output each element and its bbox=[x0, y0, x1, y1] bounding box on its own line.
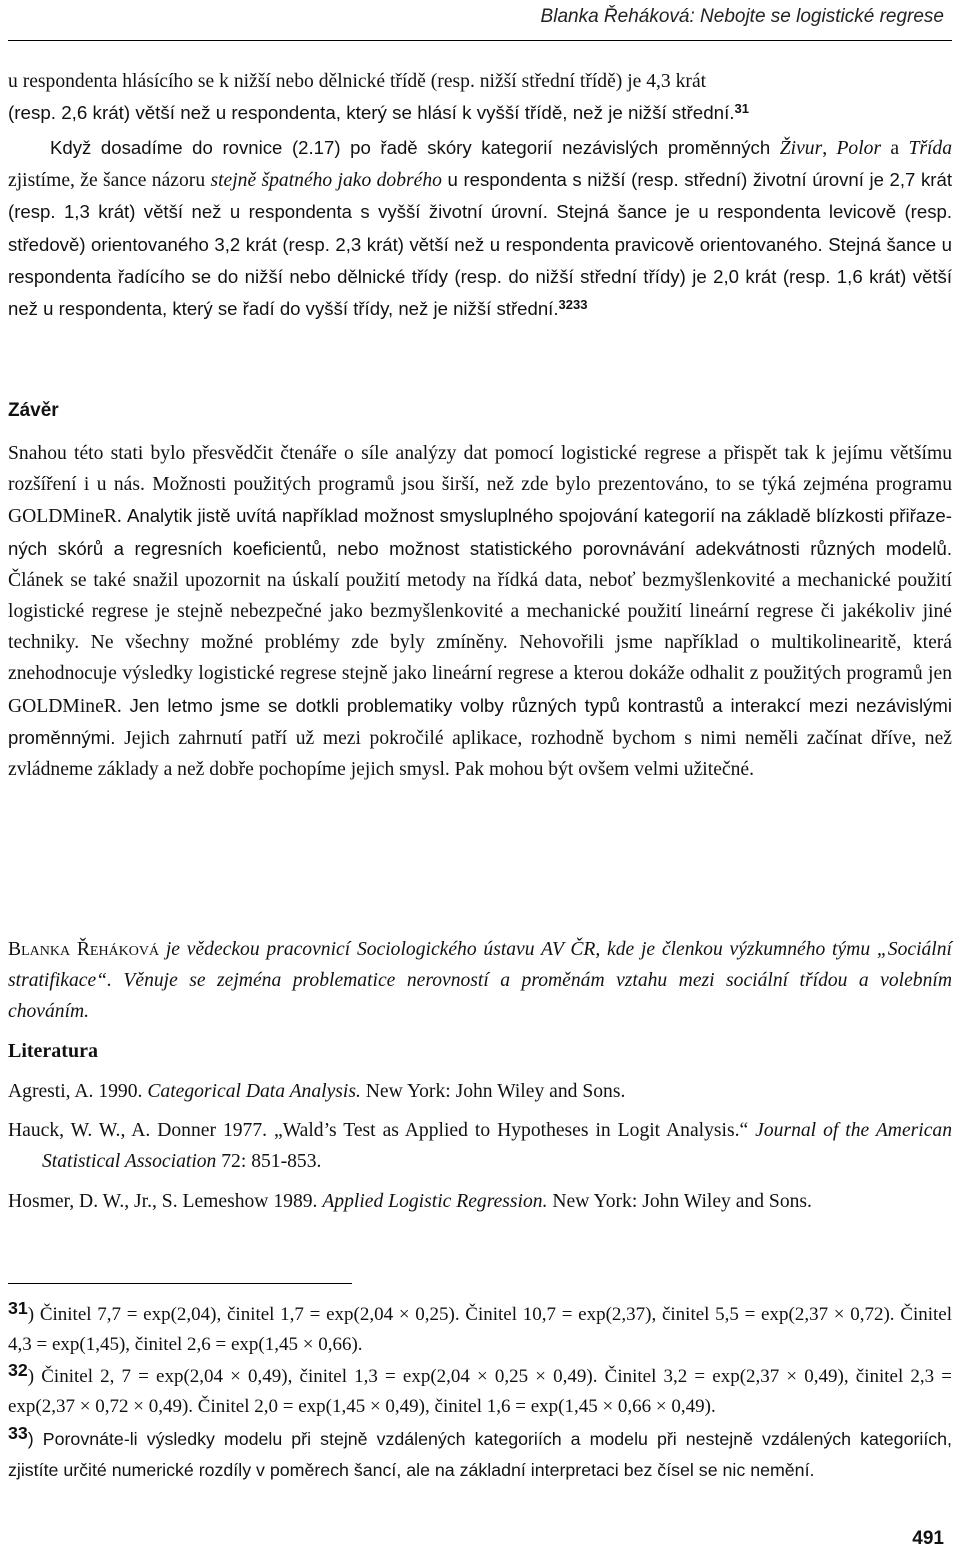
reference-item bbox=[8, 1076, 952, 1107]
section-heading-literature: Literatura bbox=[8, 1040, 98, 1062]
footnote-item bbox=[8, 1300, 952, 1360]
page-number: 491 bbox=[912, 1528, 944, 1549]
footnote-item bbox=[8, 1362, 952, 1422]
footnote-rule bbox=[8, 1283, 352, 1284]
reference-item bbox=[8, 1186, 952, 1217]
reference-publisher: New York: John Wiley and Sons. bbox=[360, 1081, 626, 1102]
footnote-ref[interactable]: 3233 bbox=[558, 297, 588, 313]
reference-list bbox=[8, 1076, 952, 1225]
paragraph-line: u respondenta hlásícího se k nižší nebo dělnické třídě (resp. nižší střední třídě) je 4,3 krát bbox=[8, 71, 707, 92]
paragraph-text: zjistíme, že šance názoru bbox=[8, 170, 211, 192]
paragraph-text: Když dosadíme do rovnice (2.17) po řadě skóry kategorií nezávislých proměnných bbox=[50, 137, 780, 158]
paragraph-text: Analytik jistě uvítá například možnost smysluplného spojování kategorií na základě blízkosti přiřazených skórů a regresních koeficientů, nebo možnost statistického porovnávání adekvátnosti různých modelů. bbox=[8, 505, 952, 559]
variable-name: Polor bbox=[836, 138, 882, 159]
footnote-number: 32 bbox=[8, 1360, 28, 1380]
author-name: Blanka Řeháková bbox=[8, 939, 160, 960]
footnotes bbox=[8, 1300, 952, 1488]
paragraph-line: (resp. 2,6 krát) větší než u respondenta, který se hlásí k vyšší třídě, než je nižší střední. bbox=[8, 102, 735, 124]
footnote-text: ) Činitel 2, 7 = exp(2,04 × 0,49), činitel 1,3 = exp(2,04 × 0,25 × 0,49). Činitel 3,2 = exp(2,37 × 0,49), činitel 2,3 = exp(2,37 × 0,72 × 0,49). Činitel 2,0 = exp(1,45 × 0,49), činitel 1,6 = exp(1,45 × 0,66 × 0,49). bbox=[8, 1366, 952, 1417]
header-rule bbox=[8, 40, 952, 41]
footnote-number: 31 bbox=[8, 1298, 28, 1318]
running-header: Blanka Řeháková: Nebojte se logistické regrese bbox=[540, 6, 944, 27]
reference-authors: Agresti, A. 1990. bbox=[8, 1081, 148, 1102]
footnote-text: ) Porovnáte-li výsledky modelu při stejně vzdálených kategoriích a modelu při nestejně vzdálených kategoriích, zjistíte určité numerické rozdíly v poměrech šancí, ale na základní interpretaci bez čísel se nic nemění. bbox=[8, 1429, 952, 1480]
variable-name: Třída bbox=[908, 138, 953, 159]
reference-authors: Hosmer, D. W., Jr., S. Lemeshow 1989. bbox=[8, 1190, 323, 1212]
separator: , bbox=[822, 138, 837, 159]
paragraph-text: Jen letmo jsme se dotkli problematiky volby různých typů kontrastů a interakcí mezi nezávislými proměnnými. bbox=[8, 694, 952, 748]
variable-name: Živur bbox=[779, 138, 823, 159]
bio-text: je vědeckou pracovnicí Sociologického ústavu AV ČR, kde je členkou výzkumného týmu „Sociální stratifikace“. Věnuje se zejména problematice nerovností a proměnám vztahu mezi sociální třídou a volebním chováním. bbox=[8, 939, 952, 1023]
footnote-ref[interactable]: 31 bbox=[734, 101, 749, 117]
section-heading-conclusion: Závěr bbox=[8, 400, 59, 421]
emphasis: stejně špatného jako dobrého bbox=[210, 170, 442, 192]
paragraph-continued bbox=[8, 66, 952, 129]
paragraph-text: Jejich zahrnutí patří už mezi pokročilé aplikace, rozhodně bychom s nimi neměli začínat dříve, než zvládneme základy a než dobře pochopíme jejich smysl. Pak mohou být ovšem velmi užitečné. bbox=[8, 727, 952, 781]
reference-title: Applied Logistic Regression. bbox=[322, 1190, 548, 1212]
paragraph-results bbox=[8, 132, 952, 325]
footnote-text: ) Činitel 7,7 = exp(2,04), činitel 1,7 = exp(2,04 × 0,25). Činitel 10,7 = exp(2,37), činitel 5,5 = exp(2,37 × 0,72). Činitel 4,3 = exp(1,45), činitel 2,6 = exp(1,45 × 0,66). bbox=[8, 1304, 952, 1355]
paragraph-text: u respondenta s nižší (resp. střední) životní úrovní je 2,7 krát (resp. 1,3 krát) větší než u respondenta s vyšší životní úrovní. Stejná šance je u respondenta levicově (resp. středově) orientovaného 3,2 krát (resp. 2,3 krát) větší než u respondenta pravicově orientovaného. Stejná šance u respondenta řadícího se do nižší nebo dělnické třídy (resp. do nižší střední třídy) je 2,0 krát (resp. 1,6 krát) větší než u respondenta, který se řadí do vyšší třídy, než je nižší střední. bbox=[8, 169, 952, 320]
author-bio bbox=[8, 934, 952, 1028]
footnote-item bbox=[8, 1424, 952, 1486]
reference-publisher: New York: John Wiley and Sons. bbox=[547, 1190, 812, 1212]
footnote-number: 33 bbox=[8, 1423, 28, 1443]
conclusion-paragraph bbox=[8, 438, 952, 785]
reference-publisher: 72: 851-853. bbox=[216, 1151, 322, 1173]
separator: a bbox=[881, 138, 909, 159]
reference-authors: Hauck, W. W., A. Donner 1977. „Wald’s Test as Applied to Hypotheses in Logit Analysis.“ bbox=[8, 1120, 756, 1142]
reference-title: Categorical Data Analysis. bbox=[147, 1081, 361, 1102]
paragraph-text: Snahou této stati bylo přesvědčit čtenáře o síle analýzy dat pomocí logistické regrese a přispět tak k jejímu většímu rozšíření i u nás. Možnosti použitých programů jsou širší, než zde bylo prezentováno, to se týká zejména programu GOLDMineR. bbox=[8, 443, 952, 528]
reference-item bbox=[8, 1115, 952, 1177]
paragraph-text: Článek se také snažil upozornit na úskalí použití metody na řídká data, neboť bezmyšlenkovité a mechanické použití logistické regrese je stejně nebezpečné jako bezmyšlenkovité a mechanické použití lineární regrese či jakékoliv jiné techniky. Ne všechny možné problémy zde byly zmíněny. Nehovořili jsme například o multikolinearitě, která znehodnocuje výsledky logistické regrese stejně jako lineární regrese a kterou dokáže odhalit z použitých programů jen GOLDMineR. bbox=[8, 569, 952, 717]
reference-title: Journal of the American Statistical Association bbox=[42, 1120, 953, 1173]
